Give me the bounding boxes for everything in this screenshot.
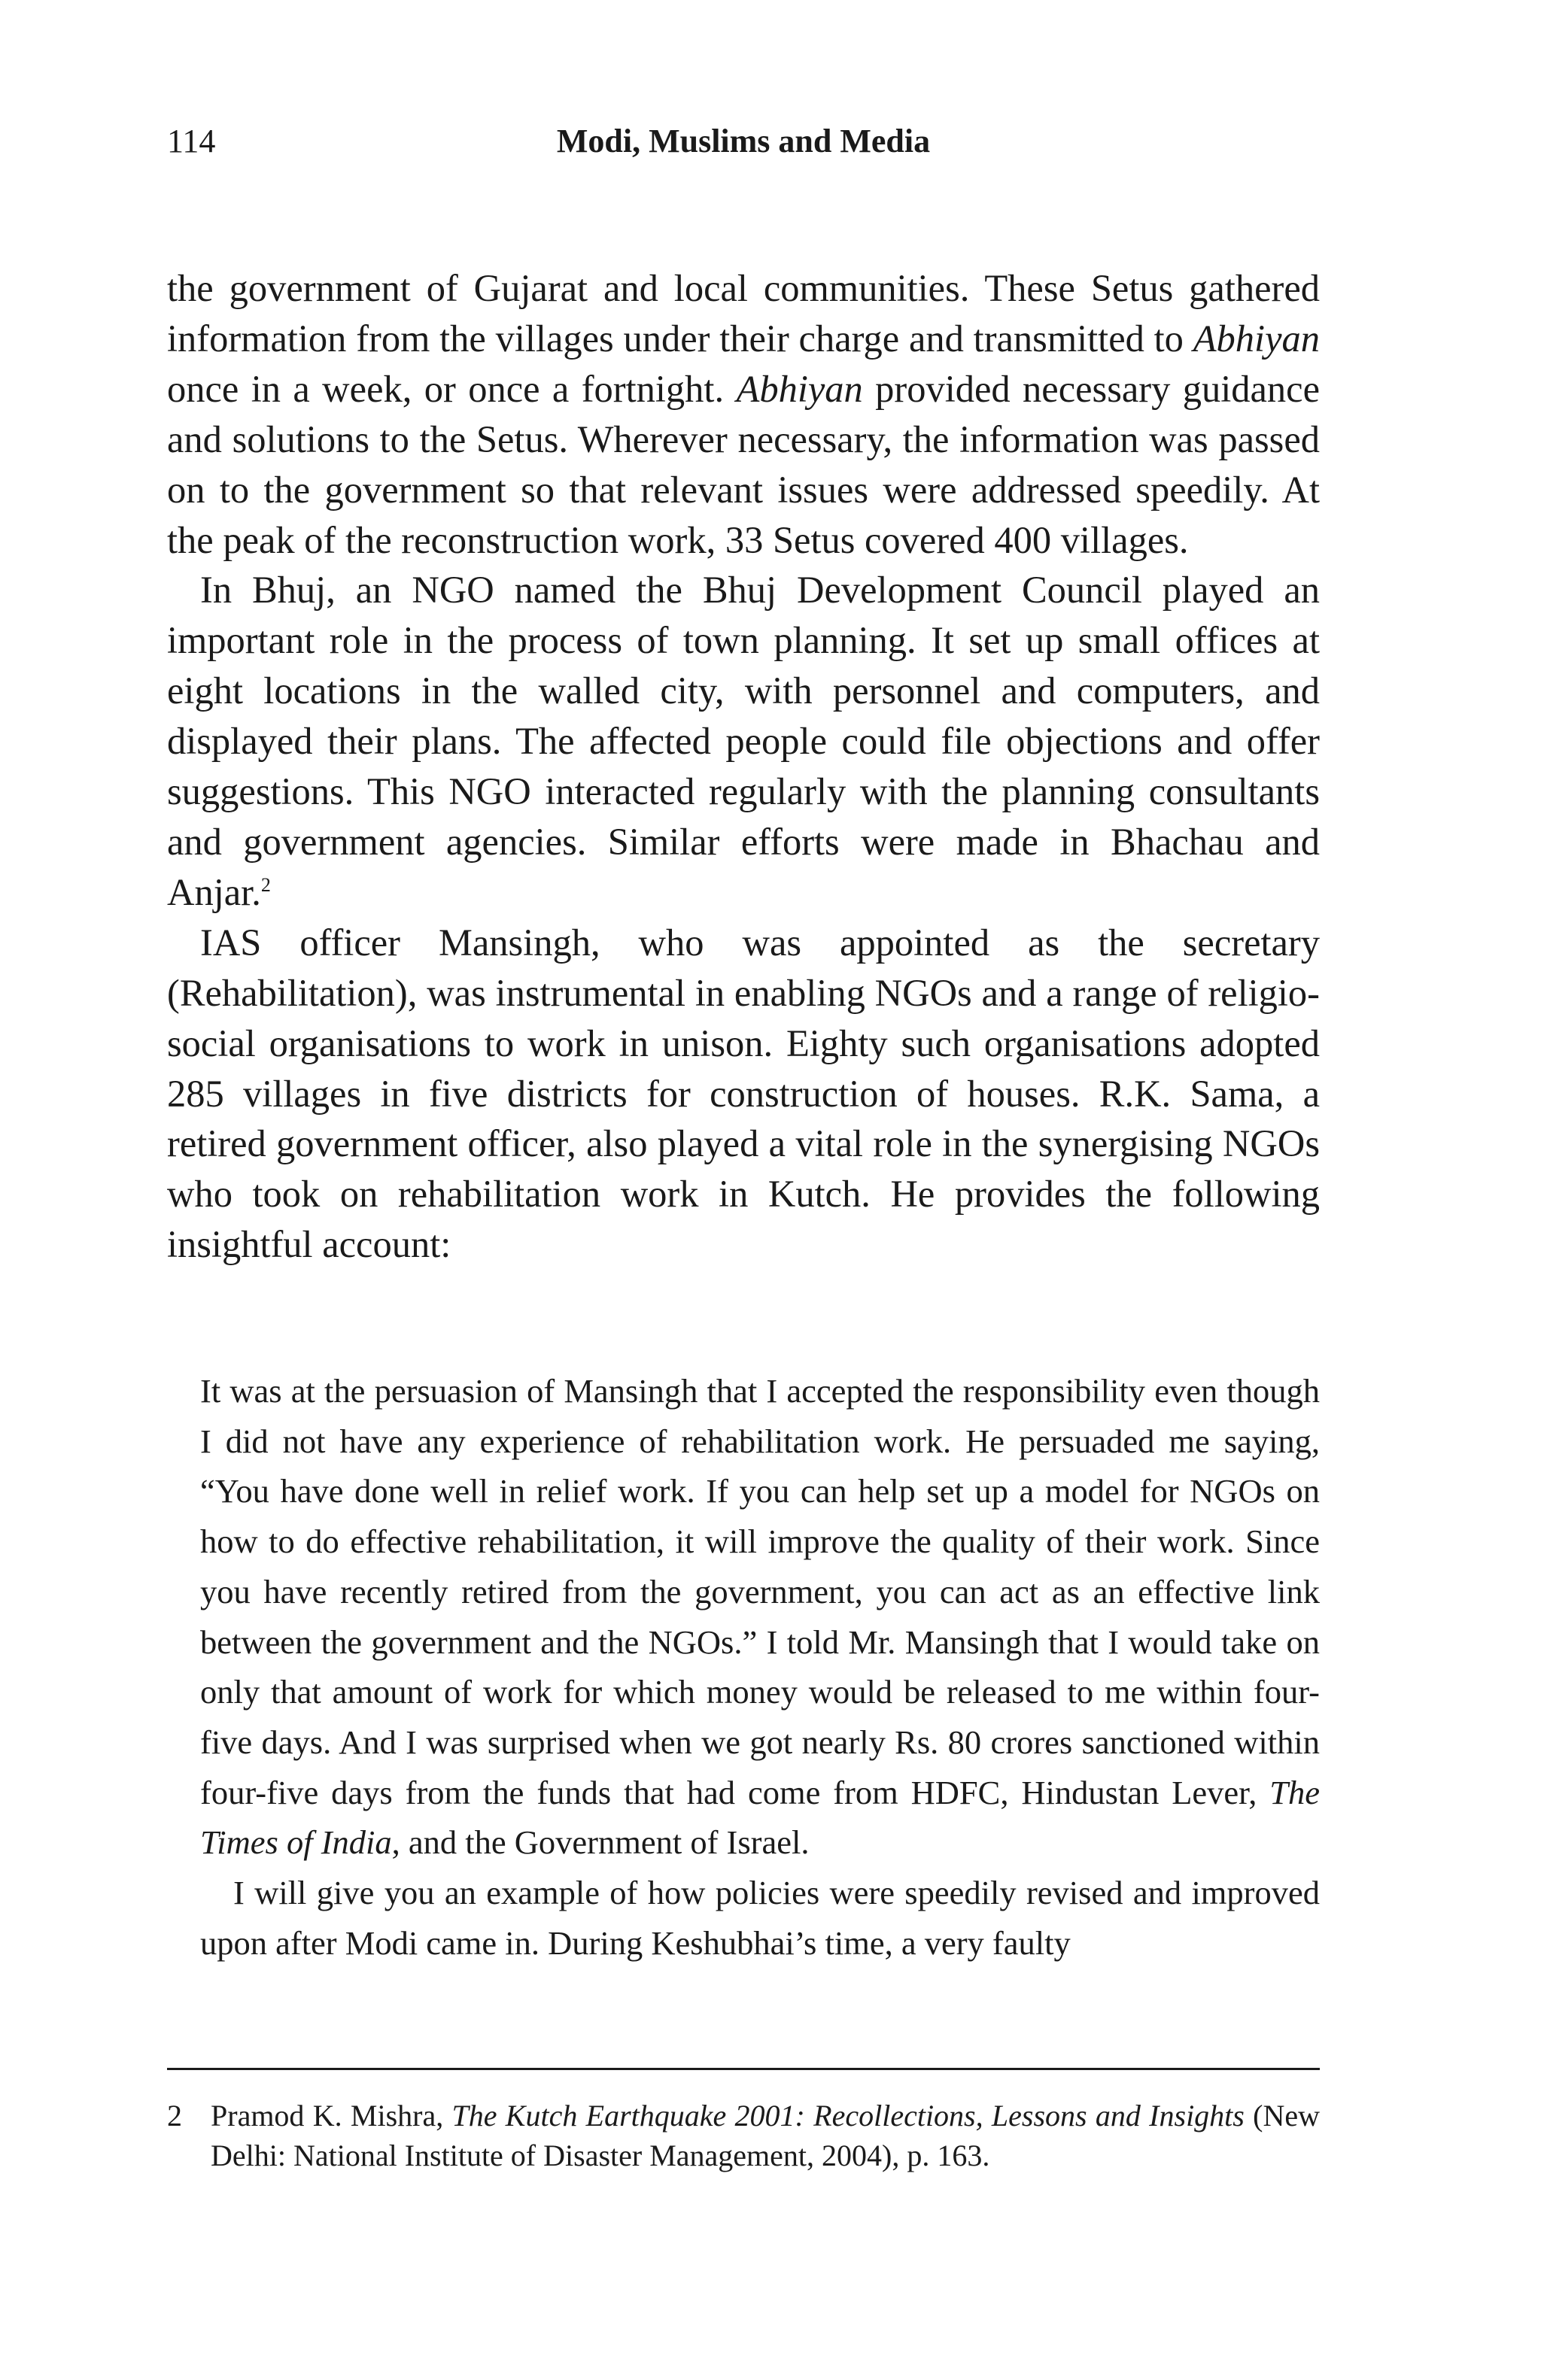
body-text [167,263,1320,1270]
footnote-divider [167,2068,1320,2070]
abhiyan-italic: Abhiyan [1193,317,1320,360]
footnote-number: 2 [167,2099,182,2133]
quote-paragraph-2: I will give you an example of how policies were speedily revised and improved upon after Modi came in. During Keshubhai’s time, a very faulty [200,1874,1320,1962]
footnote-text: Pramod K. Mishra, The Kutch Earthquake 2001: Recollections, Lessons and Insights (New Delhi: National Institute of Disaster Management, 2004), p. 163. [211,2099,1321,2172]
paragraph-2: In Bhuj, an NGO named the Bhuj Development Council played an important role in the process of town planning. It set up small offices at eight locations in the walled city, with personnel and computers, and displayed their plans. The affected people could file objections and offer suggestions. This NGO interacted regularly with the planning consultants and government agencies. Similar efforts were made in Bhachau and Anjar.$^2$ [167,569,1320,913]
newspaper-title-italic: The Times of India [200,1773,1320,1862]
book-title-italic: The Kutch Earthquake 2001: Recollections, Lessons and Insights [451,2099,1245,2133]
running-title: Modi, Muslims and Media [556,123,931,159]
abhiyan-italic: Abhiyan [736,367,863,410]
running-head [167,119,1320,164]
paragraph-1: the government of Gujarat and local communities. These Setus gathered information from the villages under their charge and transmitted to Abhiyan once in a week, or once a fortnight. Abhiyan provided necessary guidance and solutions to the Setus. Wherever necessary, the information was passed on to the government so that relevant issues were addressed speedily. At the peak of the reconstruction work, 33 Setus covered 400 villages. [167,267,1320,561]
paragraph-3: IAS officer Mansingh, who was appointed as the secretary (Rehabilitation), was instrumental in enabling NGOs and a range of religio-social organisations to work in unison. Eighty such organisations adopted 285 villages in five districts for construction of houses. R.K. Sama, a retired government officer, also played a vital role in the synergising NGOs who took on rehabilitation work in Kutch. He provides the following insightful account: [167,921,1320,1266]
quote-paragraph-1: It was at the persuasion of Mansingh that I accepted the responsibility even though I did not have any experience of rehabilitation work. He persuaded me saying, “You have done well in relief work. If you can help set up a model for NGOs on how to do effective rehabilitation, it will improve the quality of their work. Since you have recently retired from the government, you can act as an effective link between the government and the NGOs.” I told Mr. Mansingh that I would take on only that amount of work for which money would be released to me within four-five days. And I was surprised when we got nearly Rs. 80 crores sanctioned within four-five days from the funds that had come from HDFC, Hindustan Lever, The Times of India, and the Government of Israel. [200,1372,1320,1862]
block-quote [200,1366,1320,1968]
footnote-reference[interactable]: 2 [260,874,271,897]
page-number: 114 [167,123,216,159]
